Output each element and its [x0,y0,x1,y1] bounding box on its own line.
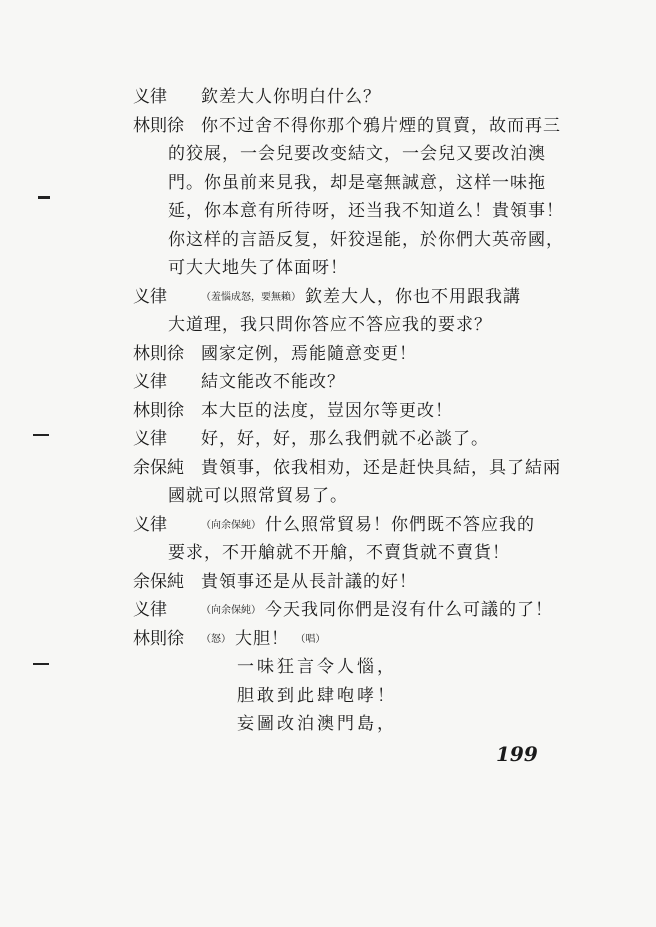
stage-direction: （唱） [295,634,326,645]
scan-mark [33,663,49,665]
verse-line: 一味狂言令人惱， [237,657,397,677]
scan-mark [38,196,50,199]
stage-direction: （羞惱成怒，要無賴） [201,292,301,303]
speaker-label: 义律 [133,429,167,449]
speaker-label: 余保純 [133,458,184,478]
dialogue-line [0,568,656,596]
continuation-line: 要求，不开艙就不开艙，不賣貨就不賣貨！ [168,543,510,563]
scan-mark [33,434,49,436]
dialogue-line [0,340,656,368]
continuation-line: 大道理，我只問你答应不答应我的要求？ [168,315,492,335]
dialogue-text: （向余保純） 今天我同你們是沒有什么可議的了！ [201,600,553,620]
speaker-label: 义律 [133,515,167,535]
speaker-label: 义律 [133,372,167,392]
dialogue-line [0,112,656,140]
dialogue-line [0,454,656,482]
dialogue-text: 貴領事还是从長計議的好！ [201,572,417,592]
continuation-line: 國就可以照常貿易了。 [168,486,348,506]
stage-direction: （怒） [201,634,231,645]
dialogue-line [0,397,656,425]
continuation-line: 的狡展，一会兒要改变結文，一会兒又要改泊澳 [168,144,546,164]
continuation-line: 門。你虽前来見我，却是毫無誠意，这样一味拖 [168,173,546,193]
dialogue-line [0,283,656,311]
verse-line: 妄圖改泊澳門島， [237,714,397,734]
speaker-label: 余保純 [133,572,184,592]
speaker-label: 林則徐 [133,401,184,421]
continuation-line: 可大大地失了体面呀！ [168,258,348,278]
stage-direction: （向余保純） [201,605,261,616]
dialogue-text: 本大臣的法度，豈因尔等更改！ [201,401,453,421]
dialogue-text: 結文能改不能改？ [201,372,345,392]
dialogue-text: （向余保純） 什么照常貿易！你們既不答应我的 [201,515,535,535]
dialogue-line [0,596,656,624]
continuation-line: 延，你本意有所待呀，还当我不知道么！貴領事！ [168,201,564,221]
dialogue-line [0,425,656,453]
dialogue-text: （怒） 大胆！ （唱） [201,629,326,649]
speaker-label: 义律 [133,287,167,307]
speaker-label: 义律 [133,600,167,620]
verse-line: 胆敢到此肆咆哮！ [237,686,397,706]
speaker-label: 林則徐 [133,629,184,649]
speaker-label: 林則徐 [133,344,184,364]
continuation-line: 你这样的言語反复，奸狡逞能，於你們大英帝國， [168,230,564,250]
speaker-label: 林則徐 [133,116,184,136]
dialogue-text: 國家定例，焉能隨意变更！ [201,344,417,364]
page-number: 199 [496,742,538,766]
stage-direction: （向余保純） [201,520,261,531]
dialogue-text: 你不过舍不得你那个鴉片煙的買賣，故而再三 [201,116,561,136]
dialogue-line: 义律 欽差大人你明白什么？ [0,83,656,111]
dialogue-line [0,511,656,539]
dialogue-text: 貴領事，依我相劝，还是赶快具結，具了結兩 [201,458,561,478]
dialogue-text: （羞惱成怒，要無賴） 欽差大人，你也不用跟我講 [201,287,521,307]
dialogue-text: 欽差大人你明白什么？ [201,87,381,107]
dialogue-line [0,368,656,396]
dialogue-text: 好，好，好，那么我們就不必談了。 [201,429,489,449]
dialogue-line [0,625,656,653]
